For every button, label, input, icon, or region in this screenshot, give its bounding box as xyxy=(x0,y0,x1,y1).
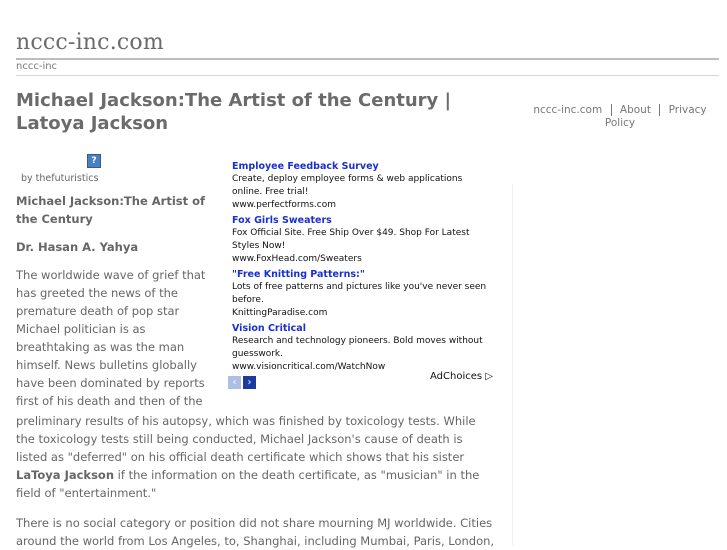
latoya-jackson-bold: LaToya Jackson xyxy=(16,468,115,482)
ad-url[interactable]: www.perfectforms.com xyxy=(232,200,337,210)
site-description: nccc-inc xyxy=(16,61,58,72)
nav-home-link[interactable]: nccc-inc.com xyxy=(533,104,603,116)
ad-unit xyxy=(232,160,494,376)
paragraph-text: if the information on the death certificate, as "musician" in the field of "entertainment." xyxy=(16,468,480,500)
article-paragraph-2: There is no social category or position did not share mourning MJ worldwide. Cities around the world from Los Angeles, to, Shanghai, including Mumbai, Paris, London, xyxy=(16,516,495,548)
ad-description: Research and technology pioneers. Bold moves without guesswork. xyxy=(232,336,483,359)
post-title: Michael Jackson:The Artist of the Century | Latoya Jackson xyxy=(16,90,452,134)
ad-pagination xyxy=(228,370,258,389)
subheader-divider xyxy=(16,75,719,76)
ad-description: Lots of free patterns and pictures like you've never seen before. xyxy=(232,282,487,305)
ad-prev-arrow-icon[interactable]: ‹ xyxy=(228,376,241,389)
site-title-link[interactable]: nccc-inc.com xyxy=(16,30,164,55)
content-divider xyxy=(512,184,513,545)
help-badge-icon[interactable]: ? xyxy=(87,154,101,168)
article-author: Dr. Hasan A. Yahya xyxy=(16,240,139,254)
paragraph-text: preliminary results of his autopsy, which was finished by toxicology tests. While the toxicology tests still being conducted, Michael Jackson's cause of death is listed as "deferred" on his official death certificate which shows that his sister xyxy=(16,414,476,464)
byline: by thefuturistics xyxy=(21,173,99,184)
article-paragraph-1-continued xyxy=(16,412,496,502)
adchoices-link[interactable]: AdChoices ▷ xyxy=(430,371,493,382)
ad-url[interactable]: www.visioncritical.com/WatchNow xyxy=(232,362,386,372)
ad-item[interactable] xyxy=(232,160,494,212)
ad-description: Fox Official Site. Free Ship Over $49. Shop For Latest Styles Now! xyxy=(232,228,470,251)
ad-url[interactable]: KnittingParadise.com xyxy=(232,308,328,318)
nav-about-link[interactable]: About xyxy=(619,104,651,116)
ad-item[interactable] xyxy=(232,322,494,374)
ad-description: Create, deploy employee forms & web applications online. Free trial! xyxy=(232,174,463,197)
article-subtitle: Michael Jackson:The Artist of the Century xyxy=(16,194,206,226)
nav-separator xyxy=(611,104,612,116)
ad-title-link[interactable]: Fox Girls Sweaters xyxy=(232,215,332,226)
ad-url[interactable]: www.FoxHead.com/Sweaters xyxy=(232,254,362,264)
article-paragraph-1-wrapped: The worldwide wave of grief that has greeted the news of the premature death of pop star Michael politician is as breathtaking as was the man himself. News bulletins globally have been dominated by reports first of his death and then of the xyxy=(16,268,206,408)
ad-title-link[interactable]: "Free Knitting Patterns:" xyxy=(232,269,365,280)
ad-next-arrow-icon[interactable]: › xyxy=(243,376,256,389)
ad-item[interactable] xyxy=(232,214,494,266)
nav-separator xyxy=(659,104,660,116)
nav-privacy-link[interactable]: Privacy Policy xyxy=(604,104,707,129)
ad-item[interactable] xyxy=(232,268,494,320)
top-navigation xyxy=(520,104,720,130)
ad-title-link[interactable]: Vision Critical xyxy=(232,323,306,334)
ad-title-link[interactable]: Employee Feedback Survey xyxy=(232,161,379,172)
header-divider xyxy=(16,58,719,60)
